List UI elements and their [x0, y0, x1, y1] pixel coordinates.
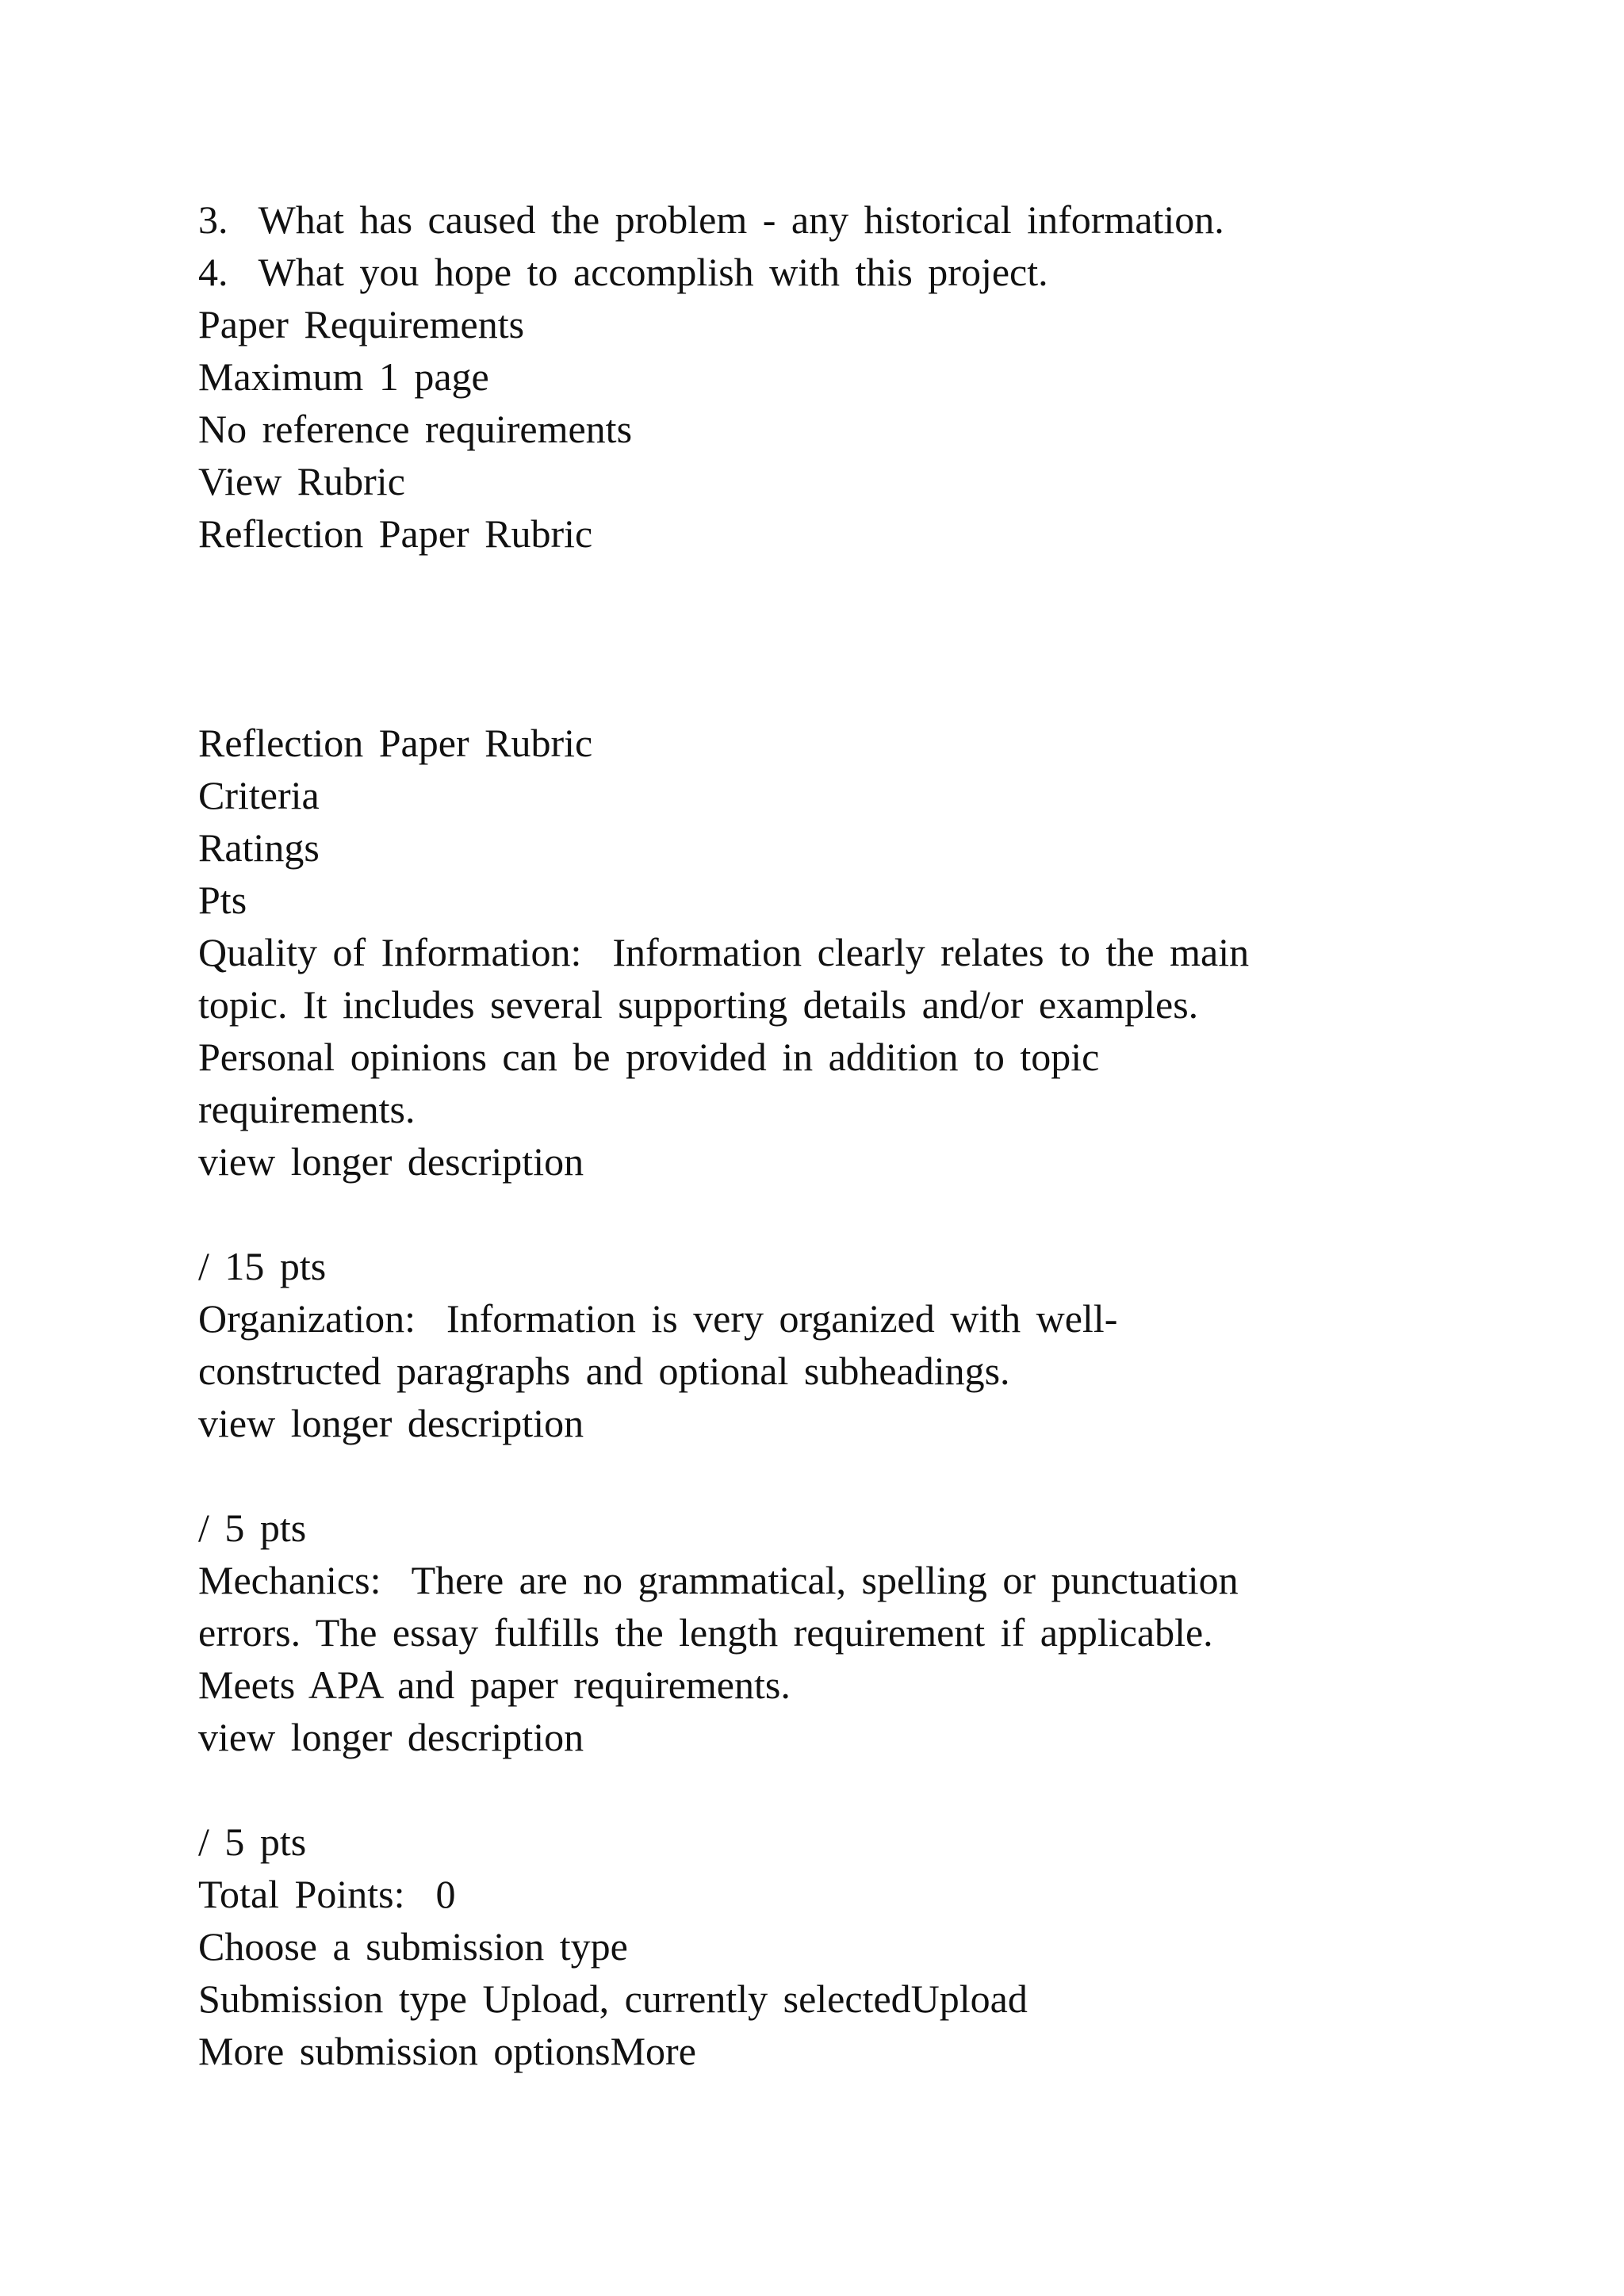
max-page-text: Maximum 1 page	[198, 354, 489, 399]
spacer	[198, 560, 1546, 717]
no-reference-text: No reference requirements	[198, 407, 633, 451]
view-longer-description-link[interactable]: view longer description	[198, 1715, 584, 1759]
view-rubric-link[interactable]: View Rubric	[198, 459, 405, 503]
list-item-4: 4. What you hope to accomplish with this project.	[198, 250, 1048, 294]
column-header-criteria: Criteria	[198, 773, 320, 817]
spacer	[198, 1188, 1546, 1240]
view-longer-description-link[interactable]: view longer description	[198, 1139, 584, 1184]
criterion-quality-line-2: topic. It includes several supporting details and/or examples.	[198, 982, 1199, 1027]
criterion-quality-points: / 15 pts	[198, 1244, 327, 1288]
column-header-pts: Pts	[198, 878, 247, 922]
list-item-3: 3. What has caused the problem - any historical information.	[198, 197, 1224, 242]
choose-submission-heading: Choose a submission type	[198, 1924, 628, 1969]
criterion-mechanics-points: / 5 pts	[198, 1820, 307, 1864]
criterion-mechanics-line-1: Mechanics: There are no grammatical, spelling or punctuation	[198, 1558, 1239, 1602]
criterion-quality-line-4: requirements.	[198, 1087, 416, 1131]
document-page	[198, 193, 1546, 2077]
spacer	[198, 1449, 1546, 1502]
criterion-quality-line-1: Quality of Information: Information clearly relates to the main	[198, 930, 1250, 974]
criterion-mechanics-line-3: Meets APA and paper requirements.	[198, 1663, 791, 1707]
criterion-organization-line-1: Organization: Information is very organized with well-	[198, 1296, 1118, 1341]
criterion-organization-points: / 5 pts	[198, 1506, 307, 1550]
criterion-organization-line-2: constructed paragraphs and optional subheadings.	[198, 1349, 1010, 1393]
submission-type-upload-option[interactable]: Submission type Upload, currently selectedUpload	[198, 1976, 1028, 2021]
rubric-table-title: Reflection Paper Rubric	[198, 721, 593, 765]
column-header-ratings: Ratings	[198, 825, 320, 870]
rubric-title: Reflection Paper Rubric	[198, 511, 593, 556]
spacer	[198, 1763, 1546, 1816]
criterion-mechanics-line-2: errors. The essay fulfills the length requirement if applicable.	[198, 1610, 1213, 1655]
paper-requirements-heading: Paper Requirements	[198, 302, 525, 346]
total-points: Total Points: 0	[198, 1872, 456, 1916]
view-longer-description-link[interactable]: view longer description	[198, 1401, 584, 1445]
more-submission-options-button[interactable]: More submission optionsMore	[198, 2029, 696, 2073]
criterion-quality-line-3: Personal opinions can be provided in addition to topic	[198, 1035, 1100, 1079]
